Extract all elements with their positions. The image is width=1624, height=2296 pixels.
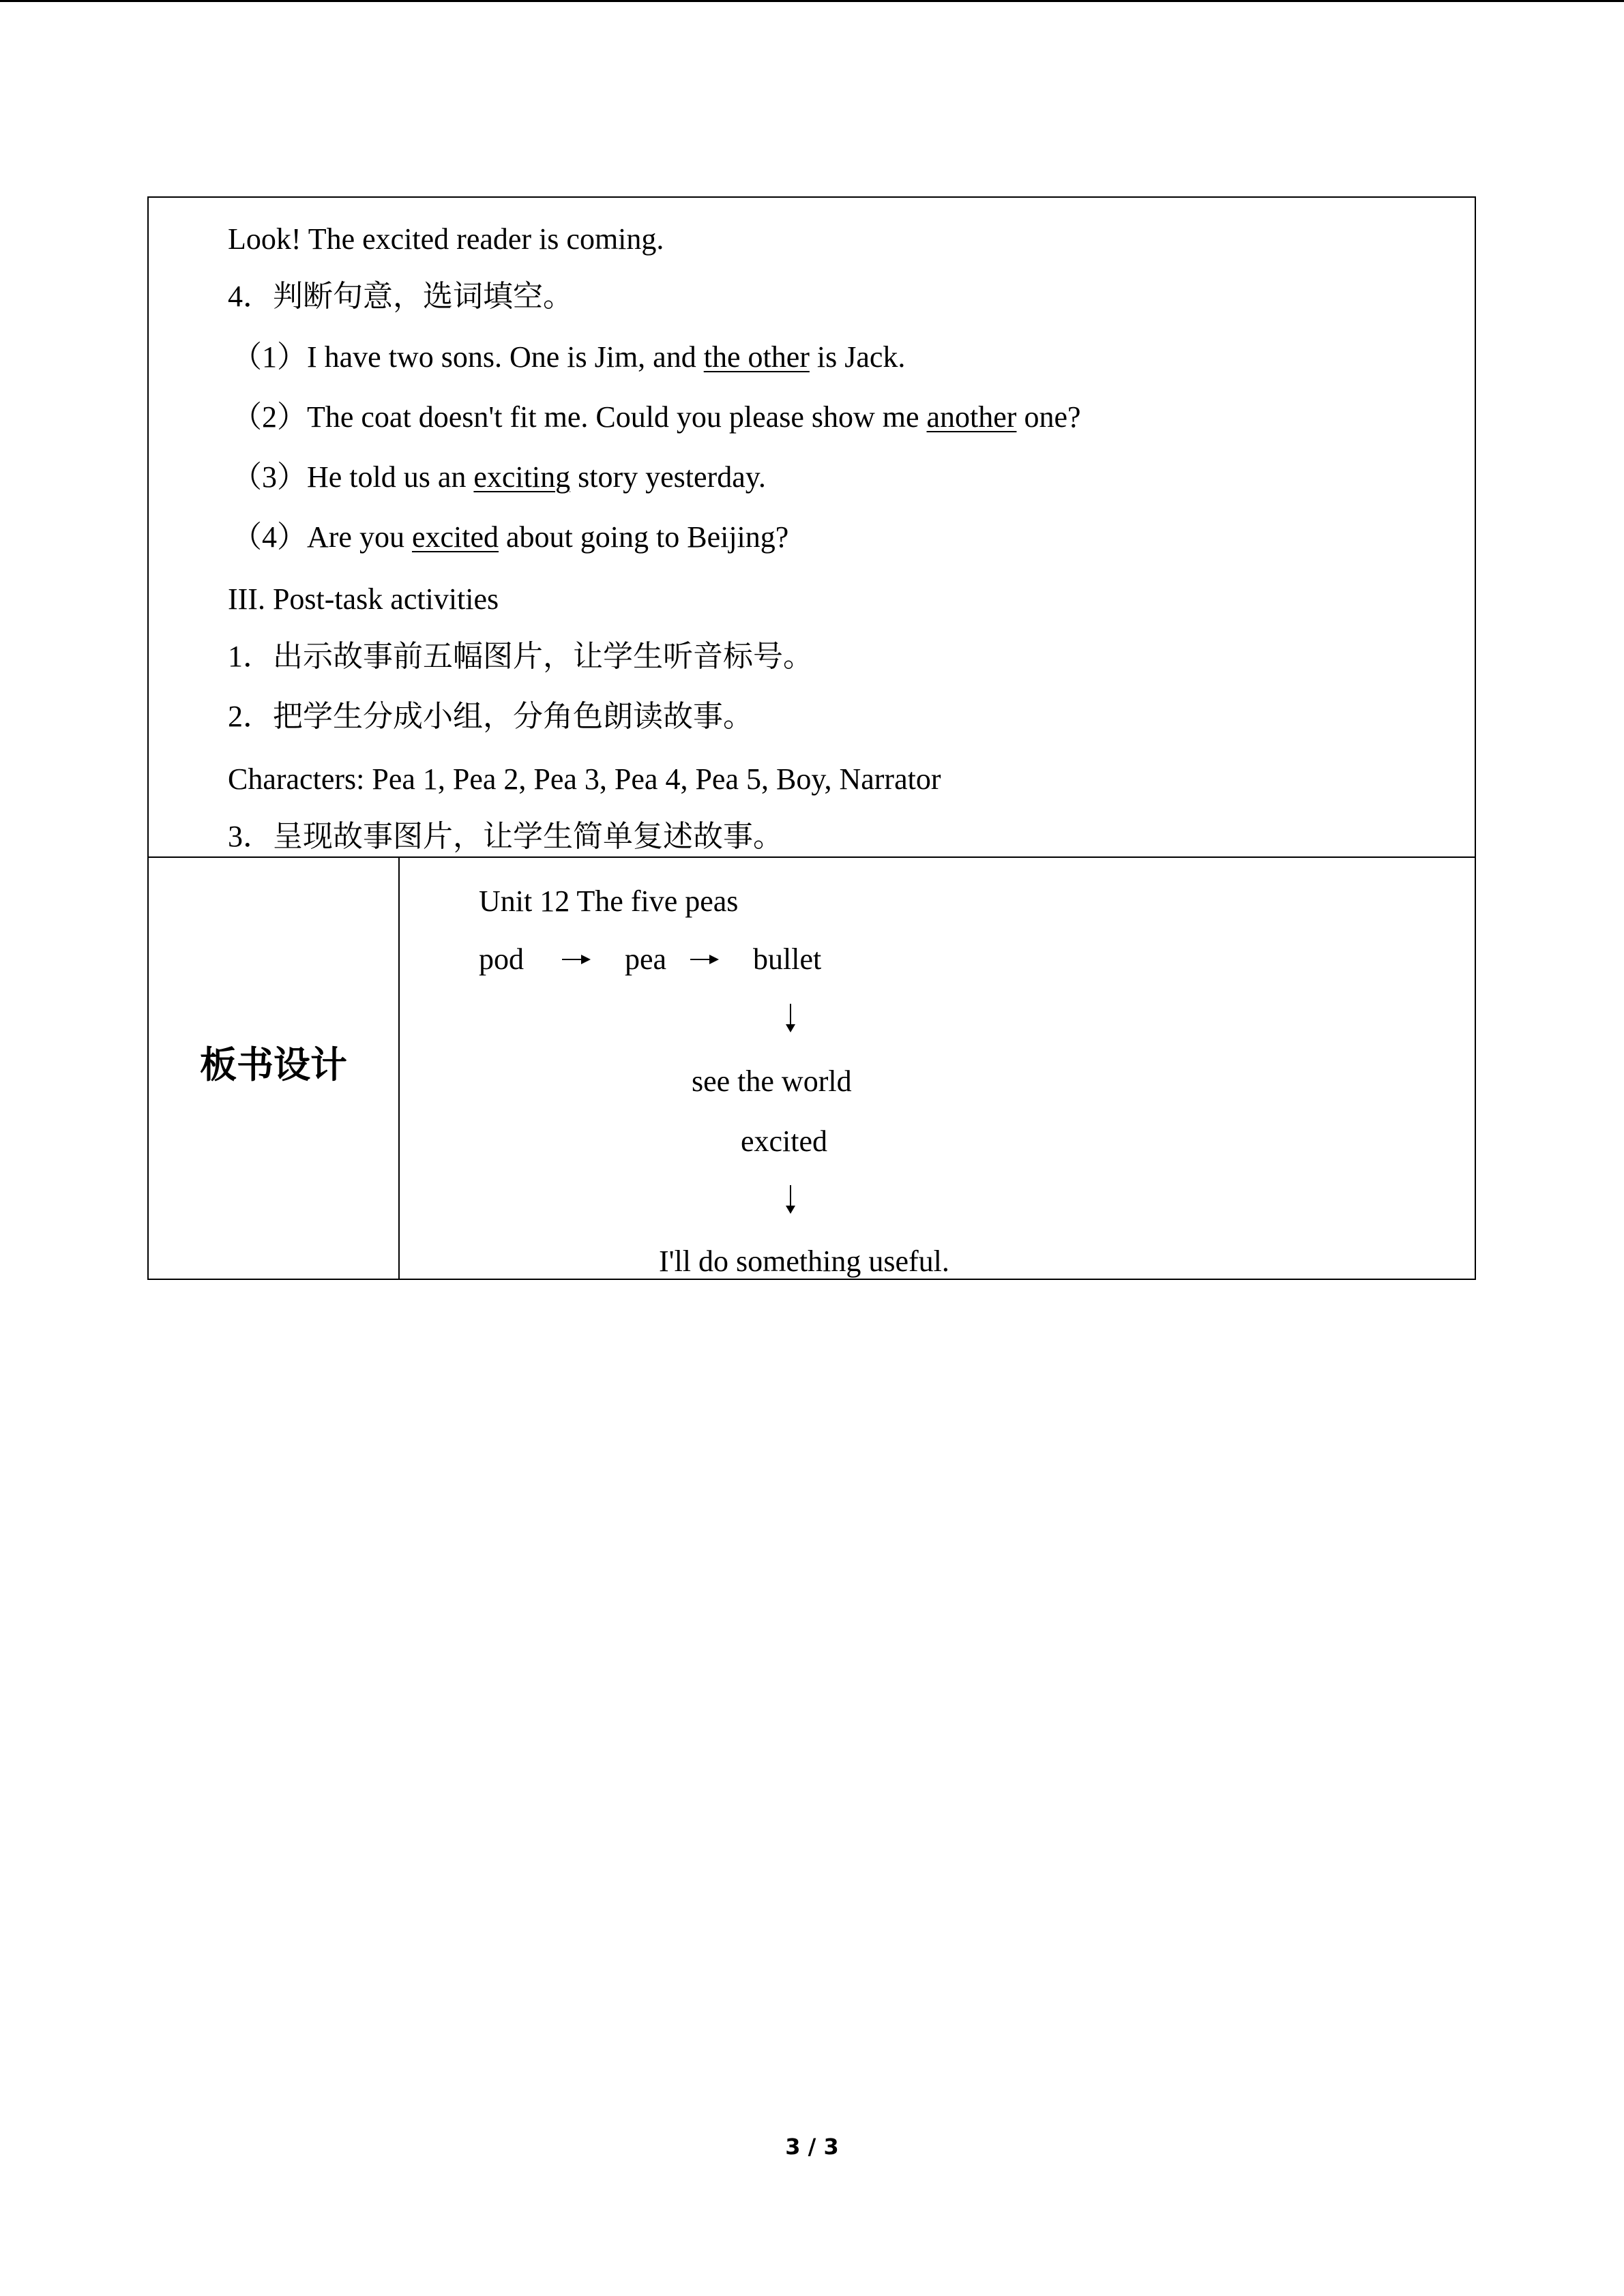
post-task-step-1: 1．出示故事前五幅图片，让学生听音标号。	[228, 640, 813, 673]
exercise-2-prefix: （2）The coat doesn't fit me. Could you please show me	[232, 400, 927, 434]
board-title: Unit 12 The five peas	[479, 884, 739, 918]
flow-pea: pea	[625, 942, 667, 976]
exercise-4-prefix: （4）Are you	[232, 520, 412, 554]
exercise-3-prefix: （3）He told us an	[232, 460, 474, 494]
exercise-4-suffix: about going to Beijing?	[499, 520, 789, 554]
exercise-2-answer: another	[926, 400, 1017, 434]
page-number: 3 / 3	[785, 2134, 839, 2160]
exercise-item-4	[232, 520, 788, 555]
post-task-heading: III. Post-task activities	[228, 582, 499, 616]
exercise-item-1	[232, 340, 905, 375]
page-top-rule	[0, 0, 1624, 2]
post-task-step-3: 3．呈现故事图片，让学生简单复述故事。	[228, 820, 783, 853]
exercise-3-answer: exciting	[473, 460, 571, 494]
board-content-cell	[398, 856, 1476, 1280]
right-arrow-icon	[562, 959, 588, 960]
exercise-item-2	[232, 400, 1081, 435]
board-design-label: 板书设计	[200, 1043, 347, 1086]
exercise-item-3	[232, 460, 766, 495]
flow-bullet: bullet	[753, 942, 822, 976]
flow-pod: pod	[479, 942, 524, 976]
down-arrow-icon	[790, 1185, 791, 1212]
exercise-3-suffix: story yesterday.	[570, 460, 766, 494]
characters-line: Characters: Pea 1, Pea 2, Pea 3, Pea 4, Pea 5, Boy, Narrator	[228, 762, 941, 796]
down-arrow-icon	[790, 1004, 791, 1031]
exercise-1-suffix: is Jack.	[809, 340, 906, 374]
exercise-2-suffix: one?	[1016, 400, 1081, 434]
exercise-4-answer: excited	[411, 520, 499, 554]
exercise-1-answer: the other	[703, 340, 810, 374]
section-4-title: 4．判断句意，选词填空。	[228, 280, 573, 313]
exercise-1-prefix: （1）I have two sons. One is Jim, and	[232, 340, 704, 374]
right-arrow-icon	[690, 959, 716, 960]
post-task-step-2: 2．把学生分成小组，分角色朗读故事。	[228, 700, 753, 733]
look-line: Look! The excited reader is coming.	[228, 222, 664, 256]
board-conclusion: I'll do something useful.	[659, 1244, 949, 1278]
excited-word: excited	[741, 1124, 828, 1158]
see-the-world: see the world	[692, 1064, 852, 1098]
